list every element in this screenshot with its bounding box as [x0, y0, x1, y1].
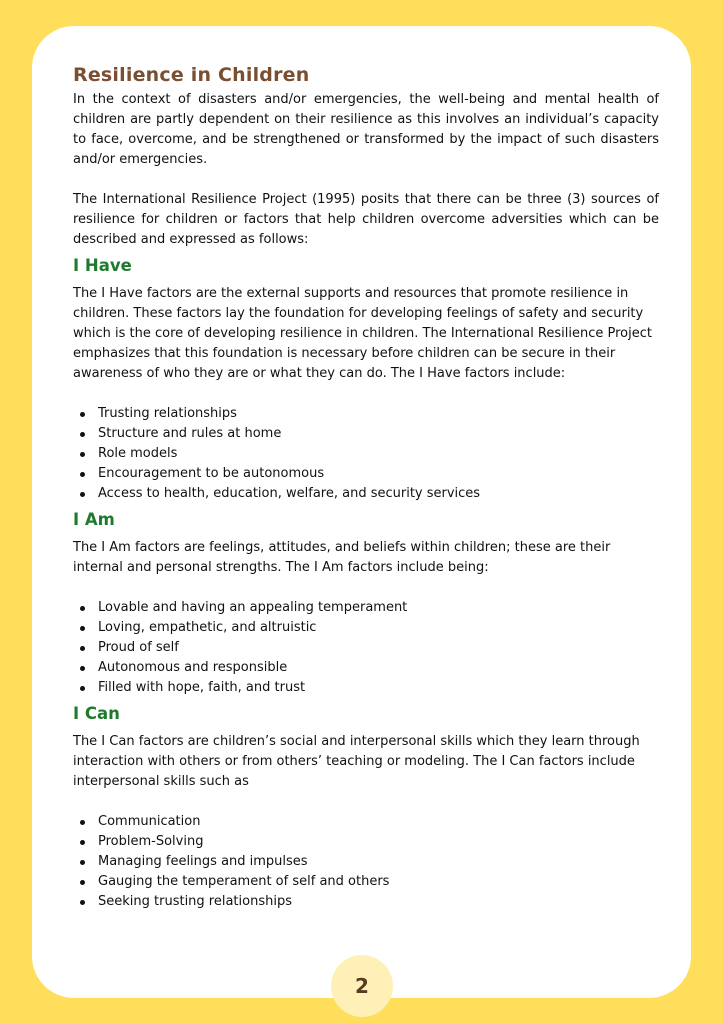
list-item: Autonomous and responsible: [73, 658, 659, 678]
list-item: Structure and rules at home: [73, 424, 659, 444]
section-heading-i-have: I Have: [73, 256, 132, 275]
page-number: 2: [355, 974, 369, 998]
list-item: Trusting relationships: [73, 404, 659, 424]
page-content: [73, 62, 659, 912]
section-heading-i-can: I Can: [73, 704, 120, 723]
spacer: [73, 384, 659, 404]
intro-paragraph-1: In the context of disasters and/or emergencies, the well-being and mental health of children are partly dependent on their resilience as this involves an individual’s capacity to face, overcome, and be strengthened or transformed by the impact of such disasters and/or emergencies.: [73, 92, 659, 167]
section-i-am-paragraph: The I Am factors are feelings, attitudes, and beliefs within children; these are their internal and personal strengths. The I Am factors include being:: [73, 540, 611, 575]
list-item: Filled with hope, faith, and trust: [73, 678, 659, 698]
section-i-have-heading-wrap: [73, 250, 659, 284]
page-number-badge: [331, 955, 393, 1017]
list-item: Lovable and having an appealing temperament: [73, 598, 659, 618]
list-item: Loving, empathetic, and altruistic: [73, 618, 659, 638]
i-have-list: [73, 404, 659, 504]
list-item: Seeking trusting relationships: [73, 892, 659, 912]
section-i-can-heading-wrap: [73, 698, 659, 732]
spacer: [73, 792, 659, 812]
list-item: Role models: [73, 444, 659, 464]
spacer: [73, 170, 659, 190]
list-item: Managing feelings and impulses: [73, 852, 659, 872]
list-item: Communication: [73, 812, 659, 832]
spacer: [73, 578, 659, 598]
intro-paragraph-2: The International Resilience Project (1995) posits that there can be three (3) sources of resilience for children or factors that help children overcome adversities which can be described and expressed as follows:: [73, 192, 659, 247]
list-item: Proud of self: [73, 638, 659, 658]
i-can-list: [73, 812, 659, 912]
page-card: [32, 26, 691, 998]
list-item: Access to health, education, welfare, and security services: [73, 484, 659, 504]
page-title: Resilience in Children: [73, 64, 310, 86]
list-item: Problem-Solving: [73, 832, 659, 852]
list-item: Gauging the temperament of self and others: [73, 872, 659, 892]
list-item: Encouragement to be autonomous: [73, 464, 659, 484]
section-i-have-paragraph: The I Have factors are the external supports and resources that promote resilience in children. These factors lay the foundation for developing feelings of safety and security which is the core of developing resilience in children. The International Resilience Project emphasizes that this foundation is necessary before children can be secure in their awareness of who they are or what they can do. The I Have factors include:: [73, 286, 652, 381]
section-heading-i-am: I Am: [73, 510, 115, 529]
section-i-am-heading-wrap: [73, 504, 659, 538]
section-i-can-paragraph: The I Can factors are children’s social and interpersonal skills which they learn through interaction with others or from others’ teaching or modeling. The I Can factors include interpersonal skills such as: [73, 734, 640, 789]
i-am-list: [73, 598, 659, 698]
